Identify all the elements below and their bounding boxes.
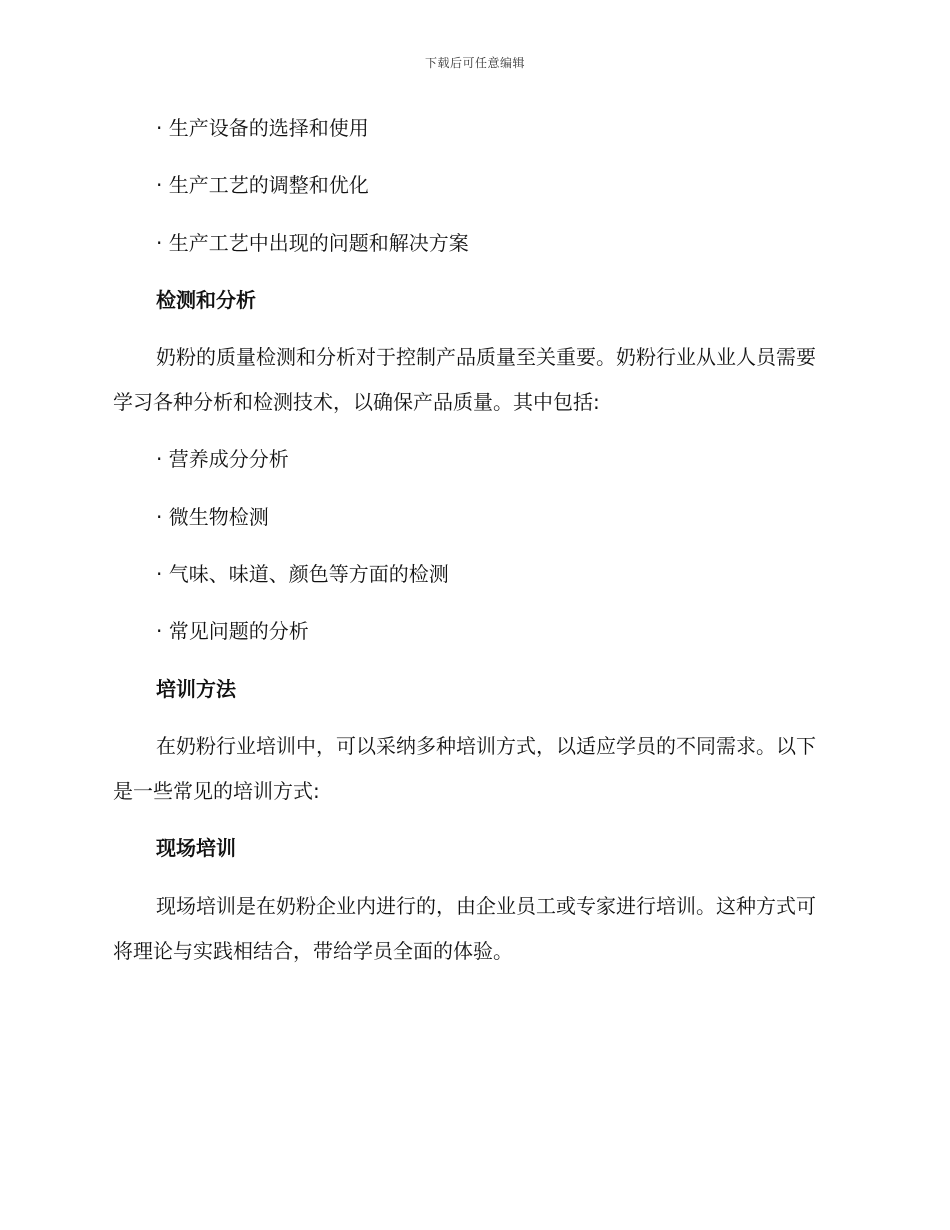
list-item-process-problems: · 生产工艺中出现的问题和解决方案 [156,231,469,255]
paragraph-detection: 奶粉的质量检测和分析对于控制产品质量至关重要。奶粉行业从业人员需要学习各种分析和检测技术，以确保产品质量。其中包括: [113,345,816,414]
section-heading-onsite: 现场培训 [156,836,236,860]
paragraph-methods: 在奶粉行业培训中，可以采纳多种培训方式，以适应学员的不同需求。以下是一些常见的培训方式: [113,734,816,803]
list-item-sensory-detection: · 气味、味道、颜色等方面的检测 [156,562,449,586]
list-item-equipment: · 生产设备的选择和使用 [156,116,369,140]
list-item-nutrition-analysis: · 营养成分分析 [156,447,289,471]
paragraph-onsite: 现场培训是在奶粉企业内进行的，由企业员工或专家进行培训。这种方式可将理论与实践相结合，带给学员全面的体验。 [113,894,816,963]
list-item-process-adjustment: · 生产工艺的调整和优化 [156,173,369,197]
list-item-common-problems: · 常见问题的分析 [156,619,309,643]
page-header-note: 下载后可任意编辑 [424,56,525,70]
section-heading-detection: 检测和分析 [156,288,256,312]
list-item-microbe-detection: · 微生物检测 [156,505,269,529]
section-heading-methods: 培训方法 [156,677,236,701]
